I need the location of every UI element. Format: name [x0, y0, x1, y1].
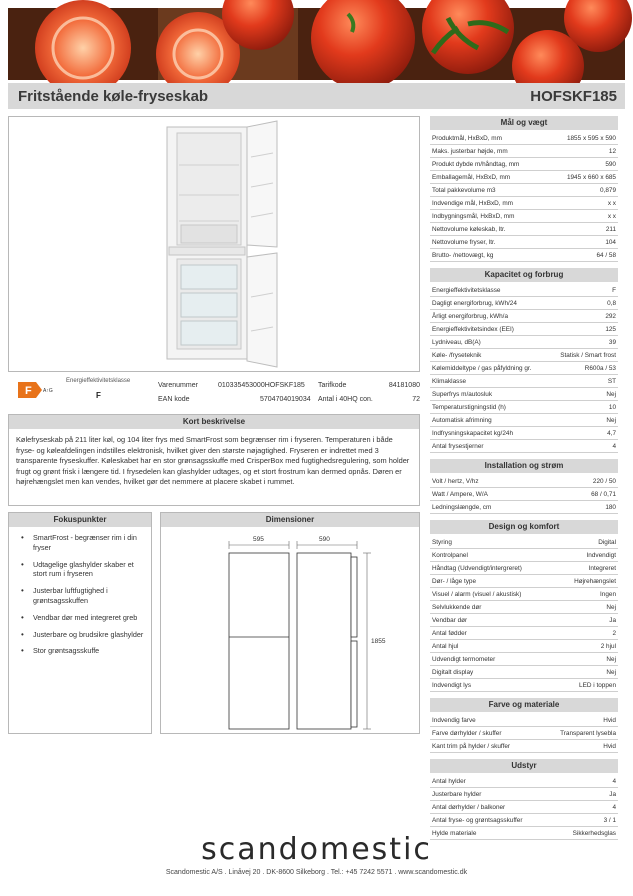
spec-section-heading: Farve og materiale [430, 698, 618, 712]
spec-row [430, 801, 618, 814]
spec-value: Sikkerhedsglas [572, 830, 616, 837]
spec-value: Højrehængslet [574, 578, 616, 585]
spec-key: Hylde materiale [432, 830, 477, 837]
spec-row [430, 236, 618, 249]
spec-row [430, 223, 618, 236]
spec-row [430, 562, 618, 575]
spec-row [430, 323, 618, 336]
varenummer-value: 010335453000HOFSKF185 [218, 381, 305, 389]
spec-key: Antal dørhylder / balkoner [432, 804, 506, 811]
spec-key: Selvlukkende dør [432, 604, 482, 611]
spec-value: x x [607, 213, 616, 220]
spec-row [430, 501, 618, 514]
spec-value: Nej [606, 391, 616, 398]
spec-value: 180 [605, 504, 616, 511]
focus-item: • Justerbar luftfugtighed i grøntsagsskuffen [17, 586, 145, 606]
dimensions-heading: Dimensioner [161, 513, 419, 527]
short-description [8, 414, 420, 506]
footer-address: Scandomestic A/S . Linåvej 20 . DK-8600 Silkeborg . Tel.: +45 7242 5571 . www.scandomestic.dk [165, 869, 468, 876]
spec-value: Nej [606, 656, 616, 663]
spec-row [430, 727, 618, 740]
spec-value: Hvid [603, 717, 616, 724]
spec-row [430, 488, 618, 501]
spec-row [430, 788, 618, 801]
spec-value: 125 [605, 326, 616, 333]
varenummer-label: Varenummer [158, 381, 198, 389]
spec-row [430, 145, 618, 158]
spec-section-heading: Mål og vægt [430, 116, 618, 130]
spec-key: Lydniveau, dB(A) [432, 339, 481, 346]
spec-value: 1855 x 595 x 590 [566, 135, 616, 142]
spec-key: Maks. justerbar højde, mm [432, 148, 508, 155]
spec-key: Kant trim på hylder / skuffer [432, 743, 511, 750]
dimensions-panel [160, 512, 420, 734]
spec-value: 211 [605, 226, 616, 233]
energy-label-icon [18, 380, 53, 400]
spec-row [430, 171, 618, 184]
spec-key: Dagligt energiforbrug, kWh/24 [432, 300, 517, 307]
spec-value: Ja [609, 791, 616, 798]
spec-value: 4 [612, 443, 616, 450]
spec-value: Hvid [603, 743, 616, 750]
spec-value: 4 [612, 778, 616, 785]
spec-key: Antal fødder [432, 630, 467, 637]
spec-key: Produkt dybde m/håndtag, mm [432, 161, 520, 168]
spec-row [430, 349, 618, 362]
page-title: Fritstående køle-fryseskab [18, 87, 209, 105]
spec-value: Transparent lysebla [560, 730, 616, 737]
spec-section-heading: Design og komfort [430, 520, 618, 534]
spec-value: 4 [612, 804, 616, 811]
spec-row [430, 679, 618, 692]
specifications-table [430, 116, 618, 846]
spec-key: Indvendig farve [432, 717, 476, 724]
spec-value: 3 / 1 [603, 817, 616, 824]
spec-row [430, 601, 618, 614]
spec-value: Ingen [600, 591, 616, 598]
spec-row [430, 475, 618, 488]
focus-heading: Fokuspunkter [9, 513, 151, 527]
spec-value: Indvendigt [586, 552, 616, 559]
spec-value: F [612, 287, 616, 294]
spec-key: Styring [432, 539, 452, 546]
dimension-drawing [161, 527, 419, 733]
tomato-illustration [8, 8, 625, 80]
spec-row [430, 401, 618, 414]
spec-key: Ledningslængde, cm [432, 504, 492, 511]
energy-class-label: Energieffektivitetsklasse [66, 378, 131, 384]
spec-key: Nettovolume fryser, ltr. [432, 239, 496, 246]
spec-value: 1945 x 660 x 685 [566, 174, 616, 181]
spec-value: 220 / 50 [592, 478, 616, 485]
spec-section [430, 698, 618, 753]
spec-key: Total pakkevolume m3 [432, 187, 496, 194]
spec-value: Integreret [588, 565, 616, 572]
ean-label: EAN kode [158, 395, 190, 403]
spec-value: R600a / 53 [584, 365, 616, 372]
spec-row [430, 775, 618, 788]
tomato-banner [8, 8, 625, 80]
spec-row [430, 184, 618, 197]
energy-class-value: F [96, 391, 101, 400]
energy-badge-letter: F [25, 385, 32, 397]
spec-value: Nej [606, 417, 616, 424]
spec-key: Klimaklasse [432, 378, 467, 385]
spec-value: 0,879 [600, 187, 616, 194]
spec-row [430, 666, 618, 679]
spec-section [430, 116, 618, 262]
spec-value: x x [607, 200, 616, 207]
spec-value: 10 [608, 404, 616, 411]
spec-row [430, 158, 618, 171]
spec-row [430, 362, 618, 375]
spec-key: Antal fryse- og grøntsagsskuffer [432, 817, 523, 824]
antal-value: 72 [412, 395, 420, 403]
spec-value: LED i toppen [579, 682, 616, 689]
spec-row [430, 653, 618, 666]
spec-key: Vendbar dør [432, 617, 468, 624]
focus-points [8, 512, 152, 734]
spec-row [430, 310, 618, 323]
spec-row [430, 549, 618, 562]
focus-item: • Vendbar dør med integreret greb [17, 613, 145, 623]
spec-key: Energieffektivitetsindex (EEI) [432, 326, 514, 333]
spec-value: 104 [605, 239, 616, 246]
focus-item: • Justerbare og brudsikre glashylder [17, 630, 145, 640]
spec-key: Emballagemål, HxBxD, mm [432, 174, 511, 181]
spec-key: Volt / hertz, V/hz [432, 478, 479, 485]
spec-row [430, 640, 618, 653]
spec-key: Produktmål, HxBxD, mm [432, 135, 502, 142]
spec-key: Antal frysestjerner [432, 443, 484, 450]
model-number: HOFSKF185 [530, 87, 617, 105]
spec-key: Digitalt display [432, 669, 474, 676]
spec-section [430, 459, 618, 514]
tarifkode-label: Tarifkode [318, 381, 347, 389]
spec-row [430, 614, 618, 627]
codes-row [158, 378, 420, 392]
spec-key: Indfrysningskapacitet kg/24h [432, 430, 513, 437]
spec-row [430, 427, 618, 440]
spec-section [430, 520, 618, 692]
codes-row [158, 392, 420, 406]
spec-value: 12 [608, 148, 616, 155]
spec-row [430, 440, 618, 453]
spec-value: 39 [608, 339, 616, 346]
title-bar [8, 83, 625, 109]
height-label: 1855 [371, 638, 386, 645]
spec-key: Køle- /fryseteknik [432, 352, 482, 359]
spec-row [430, 210, 618, 223]
tarifkode-value: 84181080 [388, 381, 420, 389]
focus-item: • SmartFrost - begrænser rim i din fryser [17, 533, 145, 553]
energy-and-codes [8, 376, 420, 410]
spec-key: Superfrys m/autosluk [432, 391, 493, 398]
spec-key: Kølemiddeltype / gas påfyldning gr. [432, 365, 532, 372]
spec-value: 590 [605, 161, 616, 168]
spec-key: Udvendigt termometer [432, 656, 496, 663]
spec-key: Visuel / alarm (visuel / akustisk) [432, 591, 522, 598]
spec-row [430, 336, 618, 349]
spec-value: 68 / 0,71 [591, 491, 616, 498]
spec-row [430, 814, 618, 827]
focus-item: • Udtagelige glashylder skaber et stort rum i fryseren [17, 560, 145, 580]
spec-row [430, 297, 618, 310]
spec-row [430, 132, 618, 145]
spec-value: 2 [612, 630, 616, 637]
spec-value: Digital [598, 539, 616, 546]
spec-key: Dør- / låge type [432, 578, 477, 585]
spec-section-heading: Udstyr [430, 759, 618, 773]
spec-key: Antal hylder [432, 778, 466, 785]
description-text: Kølefryseskab på 211 liter køl, og 104 liter frys med SmartFrost som begrænser rim i fryseren. Temperaturen i både fryse- og køleafdelingen indstilles elektronisk, hvilket giver den største nøjagtighed. Fryseren er indrettet med 3 transparente fryseskuffer. Køleskabet har en stor grønsagsskuffe med CrisperBox med fugtighedsregulering, som holder frugt og grønt frisk i længere tid. I frysedelen kan glashylder udtages, og et stort frostrum kan dermed opnås. Døren er højrehængslet men kan vendes, hvilket gør det nemmere at placere skabet i rummet. [16, 435, 410, 487]
spec-row [430, 388, 618, 401]
focus-list [9, 527, 151, 656]
spec-key: Watt / Ampere, W/A [432, 491, 488, 498]
spec-key: Indvendige mål, HxBxD, mm [432, 200, 513, 207]
scandomestic-logo: scandomestic [201, 832, 432, 867]
spec-key: Automatisk afrimning [432, 417, 492, 424]
spec-key: Nettovolume køleskab, ltr. [432, 226, 506, 233]
spec-row [430, 588, 618, 601]
spec-value: Nej [606, 604, 616, 611]
focus-item: • Stor grøntsagsskuffe [17, 646, 145, 656]
spec-row [430, 375, 618, 388]
spec-value: Statisk / Smart frost [560, 352, 616, 359]
spec-row [430, 536, 618, 549]
product-codes [158, 378, 420, 406]
spec-row [430, 627, 618, 640]
product-image-frame [8, 116, 420, 372]
ean-value: 5704704019034 [260, 395, 311, 403]
width-label: 595 [253, 536, 264, 543]
spec-key: Farve dørhylder / skuffer [432, 730, 502, 737]
spec-key: Kontrolpanel [432, 552, 468, 559]
fridge-illustration [9, 117, 421, 373]
spec-value: 64 / 58 [596, 252, 616, 259]
spec-key: Energieffektivitetsklasse [432, 287, 501, 294]
spec-row [430, 284, 618, 297]
spec-row [430, 414, 618, 427]
spec-key: Indvendigt lys [432, 682, 472, 689]
spec-row [430, 740, 618, 753]
energy-badge-scale: A↑G [43, 388, 53, 394]
spec-row [430, 197, 618, 210]
spec-value: 2 hjul [600, 643, 616, 650]
spec-section [430, 268, 618, 453]
spec-section-heading: Kapacitet og forbrug [430, 268, 618, 282]
spec-value: 4,7 [607, 430, 616, 437]
antal-label: Antal i 40HQ con. [318, 395, 373, 403]
spec-key: Brutto- /nettovægt, kg [432, 252, 494, 259]
spec-key: Årligt energiforbrug, kWh/a [432, 313, 509, 320]
spec-value: 292 [605, 313, 616, 320]
spec-key: Temperaturstigningstid (h) [432, 404, 506, 411]
spec-value: Nej [606, 669, 616, 676]
spec-key: Håndtag (Udvendigt/intergreret) [432, 565, 522, 572]
spec-row [430, 575, 618, 588]
description-heading: Kort beskrivelse [9, 415, 419, 429]
spec-value: Ja [609, 617, 616, 624]
spec-key: Antal hjul [432, 643, 459, 650]
depth-label: 590 [319, 536, 330, 543]
spec-section-heading: Installation og strøm [430, 459, 618, 473]
spec-row [430, 249, 618, 262]
spec-section [430, 759, 618, 840]
spec-value: 0,8 [607, 300, 616, 307]
spec-value: ST [607, 378, 616, 385]
spec-key: Indbygningsmål, HxBxD, mm [432, 213, 515, 220]
spec-key: Justerbare hylder [432, 791, 482, 798]
spec-row [430, 714, 618, 727]
